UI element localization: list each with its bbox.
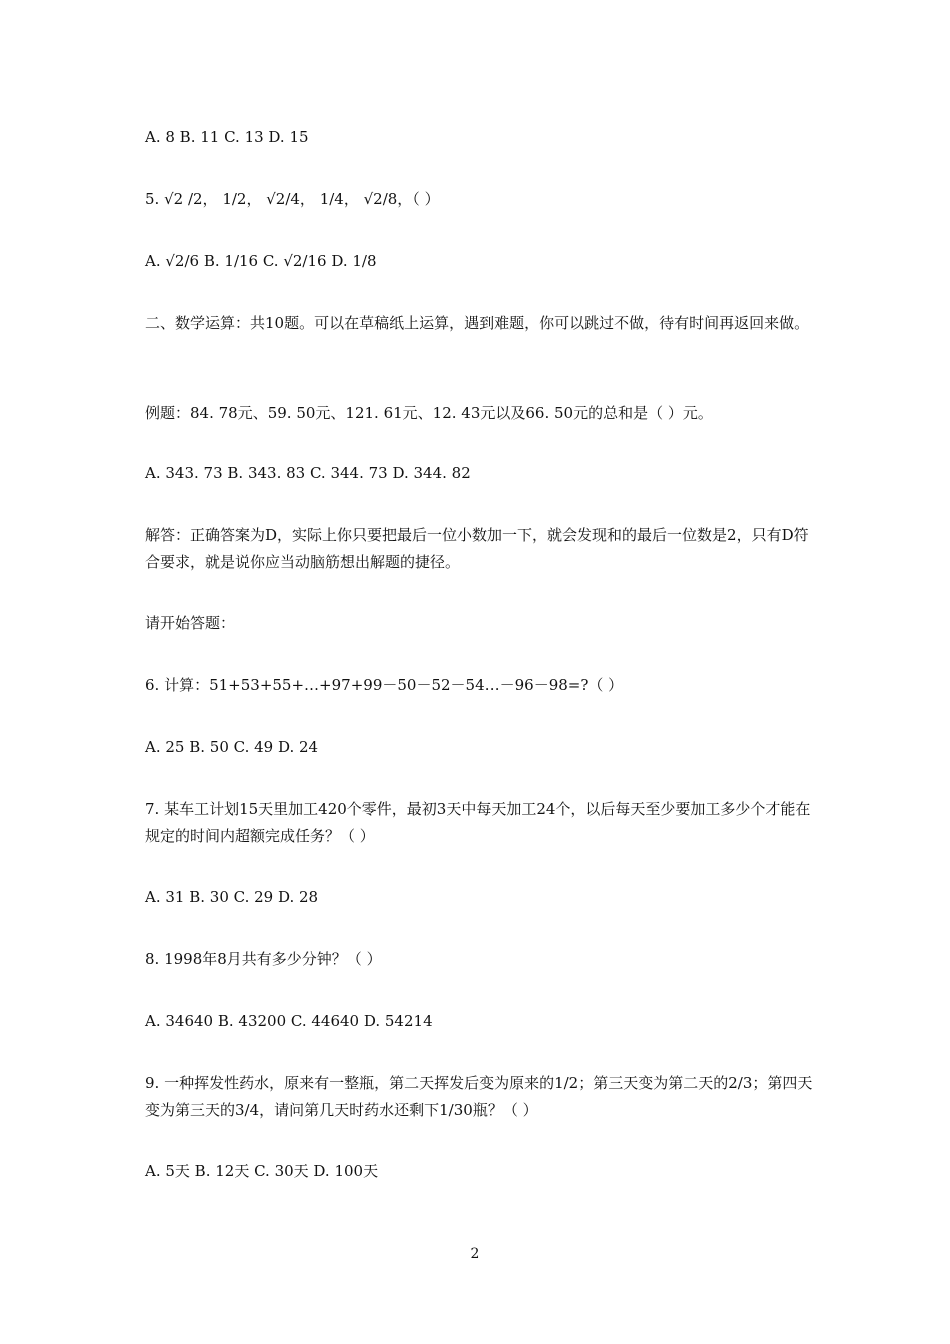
page-number: 2 (470, 1246, 480, 1262)
q9-options: A. 5天 B. 12天 C. 30天 D. 100天 (145, 1162, 379, 1180)
example-options: A. 343. 73 B. 343. 83 C. 344. 73 D. 344. 82 (145, 464, 471, 482)
q6-options: A. 25 B. 50 C. 49 D. 24 (145, 738, 319, 756)
q7-options: A. 31 B. 30 C. 29 D. 28 (145, 888, 319, 906)
q7-question: 7. 某车工计划15天里加工420个零件，最初3天中每天加工24个，以后每天至少要加工多少个才能在规定的时间内超额完成任务？（ ） (145, 800, 811, 845)
q8-question: 8. 1998年8月共有多少分钟？（ ） (145, 950, 382, 968)
q6-question: 6. 计算：51+53+55+…+97+99－50－52－54…－96－98=?（ ） (145, 676, 624, 694)
q8-options: A. 34640 B. 43200 C. 44640 D. 54214 (145, 1012, 433, 1030)
q5-question: 5. √2 /2， 1/2， √2/4， 1/4， √2/8，（ ） (145, 190, 440, 208)
example-question: 例题：84. 78元、59. 50元、121. 61元、12. 43元以及66. 50元的总和是（ ）元。 (145, 404, 713, 422)
example-answer: 解答：正确答案为D，实际上你只要把最后一位小数加一下，就会发现和的最后一位数是2，只有D符合要求，就是说你应当动脑筋想出解题的捷径。 (145, 526, 809, 571)
section-2-instructions: 二、数学运算：共10题。可以在草稿纸上运算，遇到难题，你可以跳过不做，待有时间再返回来做。 (145, 314, 810, 332)
start-prompt: 请开始答题： (145, 614, 236, 632)
q5-options: A. √2/6 B. 1/16 C. √2/16 D. 1/8 (145, 252, 377, 270)
q9-question: 9. 一种挥发性药水，原来有一整瓶，第二天挥发后变为原来的1/2；第三天变为第二天的2/3；第四天变为第三天的3/4，请问第几天时药水还剩下1/30瓶？（ ） (145, 1074, 813, 1119)
q4-options: A. 8 B. 11 C. 13 D. 15 (145, 128, 309, 146)
